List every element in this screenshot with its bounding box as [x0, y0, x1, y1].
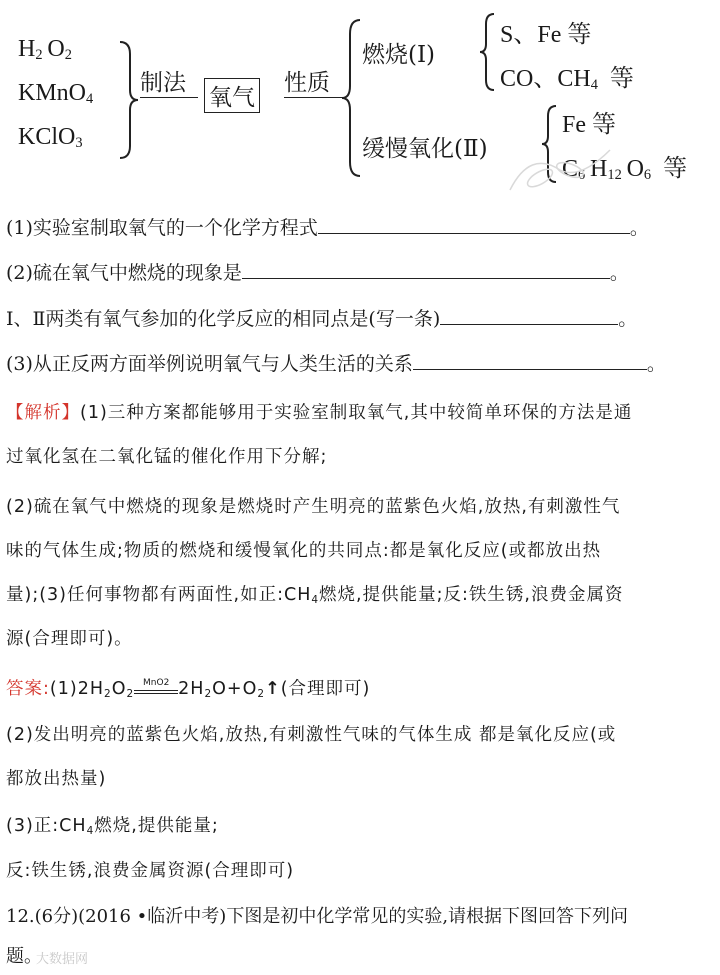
catalyst-condition: MnO2 — [134, 680, 178, 694]
answer-blank-3[interactable] — [413, 350, 647, 370]
answer-tag: 答案: — [6, 679, 50, 699]
answer-blank-2[interactable] — [242, 259, 610, 279]
question-1: (1)实验室制取氧气的一个化学方程式 。 — [6, 214, 649, 241]
answer-3-line-2: 反:铁生锈,浪费金属资源(合理即可) — [6, 861, 295, 881]
left-brace-burn — [478, 12, 498, 92]
slow-oxidation-label: 缓慢氧化(Ⅱ) — [362, 136, 488, 162]
analysis-line-2: 过氧化氢在二氧化锰的催化作用下分解; — [6, 447, 328, 467]
question-12-line-2: 题。 — [6, 946, 42, 967]
method-underline — [140, 97, 198, 98]
left-brace-properties — [340, 18, 364, 178]
answer-2-line-2: 都放出热量) — [6, 769, 107, 789]
slow-item-glucose: $C_6$ $H_{12}$ $O_6$ 等 — [562, 156, 688, 183]
burn-item-s-fe: S、Fe 等 — [500, 22, 592, 48]
method-label: 制法 — [140, 70, 186, 96]
center-oxygen-box: 氧气 — [204, 78, 260, 113]
analysis-line-1: 【解析】(1)三种方案都能够用于实验室制取氧气,其中较简单环保的方法是通 — [6, 403, 633, 423]
watermark-text: 大数据网 — [36, 952, 89, 967]
reactant-h2o2: $H_2$ $O_2$ — [18, 36, 72, 63]
reactant-kmno4: KMnO$_4$ — [18, 80, 94, 107]
answer-blank-1[interactable] — [318, 214, 630, 234]
answer-3-line-1: (3)正$:CH_4$燃烧,提供能量; — [6, 816, 219, 837]
property-underline — [284, 97, 342, 98]
answer-blank-common[interactable] — [440, 305, 618, 325]
analysis-line-5: 量);(3)任何事物都有两面性,如正$:CH_4$燃烧,提供能量;反:铁生锈,浪费金属资 — [6, 585, 624, 606]
analysis-line-4: 味的气体生成;物质的燃烧和缓慢氧化的共同点:都是氧化反应(或都放出热 — [6, 541, 602, 561]
analysis-tag: 【解析】 — [6, 403, 80, 423]
question-12-line-1: 12.(6分)(2016 •临沂中考)下图是初中化学常见的实验,请根据下图回答下列问 — [6, 906, 629, 927]
answer-2-line-1: (2)发出明亮的蓝紫色火焰,放热,有刺激性气味的气体生成 都是氧化反应(或 — [6, 725, 617, 745]
answer-equation: 答案$:(1)2H_2O_2$ MnO2 $2H_2O+O_2↑$(合理即可) — [6, 678, 371, 700]
property-label: 性质 — [284, 70, 330, 96]
question-2: (2)硫在氧气中燃烧的现象是 。 — [6, 259, 629, 286]
burn-item-co-ch4: CO、$CH_4$ 等 — [500, 66, 634, 93]
reactant-kclo3: KClO$_3$ — [18, 124, 83, 151]
flower-watermark-graphic — [500, 140, 620, 200]
right-brace — [116, 40, 140, 160]
analysis-line-6: 源(合理即可)。 — [6, 629, 133, 649]
burn-label: 燃烧(Ⅰ) — [362, 42, 436, 68]
question-3: (3)从正反两方面举例说明氧气与人类生活的关系 。 — [6, 350, 666, 377]
question-common: Ⅰ、Ⅱ两类有氧气参加的化学反应的相同点是(写一条) 。 — [6, 305, 637, 332]
slow-item-fe: Fe 等 — [562, 112, 616, 138]
analysis-line-3: (2)硫在氧气中燃烧的现象是燃烧时产生明亮的蓝紫色火焰,放热,有刺激性气 — [6, 497, 621, 517]
